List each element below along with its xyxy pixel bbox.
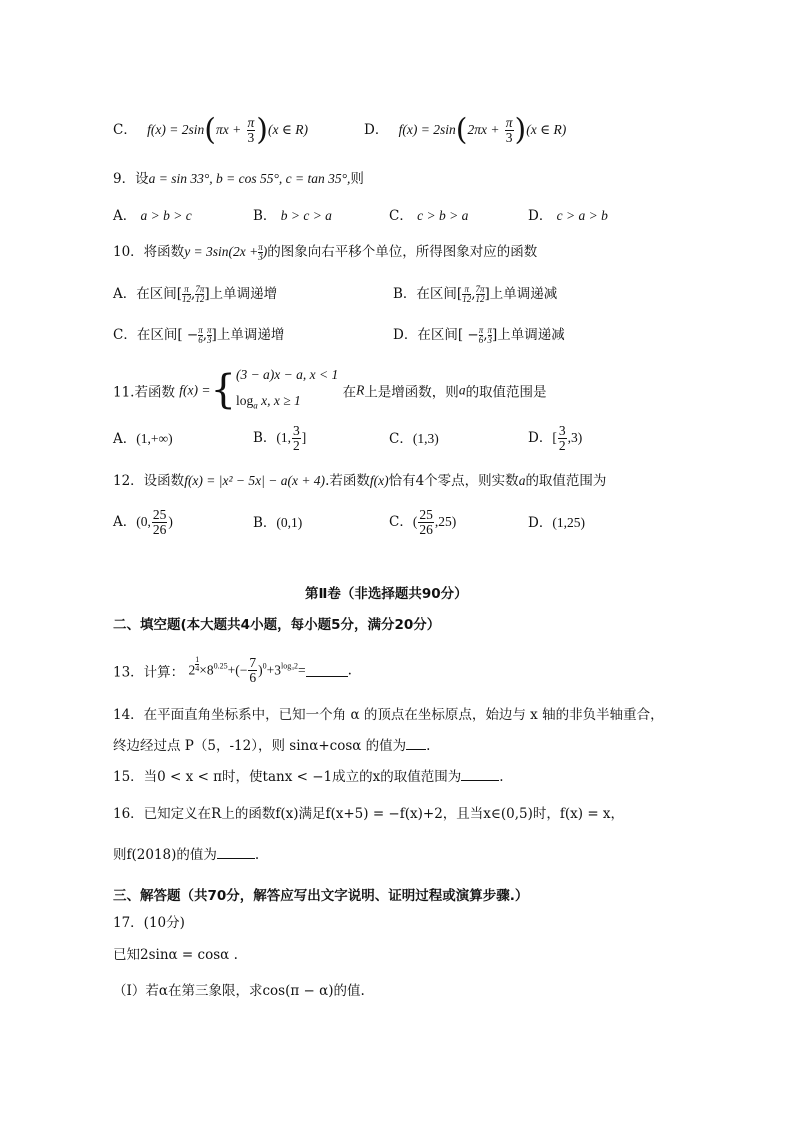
q13-paren: ): [258, 662, 263, 678]
section2-title: 二、填空题(本大题共4小题，每小题5分，满分20分）: [113, 617, 441, 633]
q10-option-d: D．在区间[ − $\frac{\pi}{6}$ , $\frac{\pi}{3}$ ]上单调递减: [393, 325, 565, 345]
q14-line1: 14．在平面直角坐标系中，已知一个角 α 的顶点在坐标原点，始边与 x 轴的非负半轴重合，: [113, 707, 664, 723]
q8-d-inner: 2πx +: [467, 122, 500, 138]
q13-end: .: [347, 662, 352, 679]
q8-c-fraction: $\frac{\pi}{3}$: [247, 115, 255, 146]
q10-stem: [113, 243, 537, 262]
q13-eq: =: [297, 662, 306, 678]
q13-times: ×8: [199, 662, 214, 678]
q8-d-lhs: f(x) = 2sin: [398, 122, 456, 138]
paren-left: (: [204, 112, 216, 148]
q14-line2: [113, 737, 430, 755]
q10-func-fraction: $\frac{\pi}{3}$: [258, 242, 263, 262]
q11-option-c: C．(1,3): [389, 431, 439, 447]
q11-prefix: 11.若函数: [113, 384, 175, 401]
q12-mid2: 恰有4个零点，则实数: [388, 473, 519, 489]
q9-option-d: D． c > a > b: [528, 208, 608, 224]
q11-fx: f(x) =: [179, 382, 211, 398]
q9-stem: [113, 170, 364, 188]
q9-option-b: B． b > c > a: [253, 208, 332, 224]
q9-option-a: A． a > b > c: [113, 208, 192, 224]
q9-prefix: 9．设: [113, 171, 149, 187]
q12-prefix: 12．设函数: [113, 473, 185, 489]
q10-option-b: B．在区间[ $\frac{\pi}{12}$ , $\frac{7\pi}{12}$ ]上单调递减: [393, 284, 558, 304]
q15-text: 15．当0 < x < π时，使tanx < −1成立的x的取值范围为: [113, 769, 462, 785]
q11-option-a: A．(1,+∞): [113, 431, 173, 447]
part2-title: 第Ⅱ卷（非选择题共90分）: [305, 586, 468, 602]
q10-option-a: A．在区间[ $\frac{\pi}{12}$ , $\frac{7\pi}{12}$ ]上单调递增: [113, 284, 278, 304]
q13-exp2: 0.25: [213, 661, 228, 671]
q13-fraction: $\frac{7}{6}$: [249, 655, 257, 686]
q12-option-a: A．(0, $\frac{25}{26}$ ): [113, 507, 173, 538]
section3-title: 三、解答题（共70分，解答应写出文字说明、证明过程或演算步骤.）: [113, 888, 529, 904]
q11-R: R: [356, 382, 365, 398]
q11-case2: log: [235, 393, 254, 408]
q8-option-c: [113, 112, 308, 148]
q13-stem: [113, 656, 352, 685]
q13-exp3: 0: [262, 661, 267, 671]
q9-option-c: C． c > b > a: [389, 208, 469, 224]
q12-option-c: C．( $\frac{25}{26}$ ,25): [389, 507, 457, 538]
q13-exp1: $\frac{1}{4}$: [195, 655, 200, 673]
answer-blank[interactable]: [461, 768, 499, 781]
q11-stem: [113, 362, 547, 419]
q11-case1: (3 − a)x − a, x < 1: [235, 367, 339, 382]
q12-fx2: f(x): [369, 473, 389, 488]
q10-func-close: ): [262, 244, 268, 259]
q11-option-d: D．[ $\frac{3}{2}$ ,3): [528, 423, 583, 454]
q12-var: a: [518, 473, 526, 488]
q8-c-lhs: f(x) = 2sin: [147, 122, 205, 138]
paren-right: ): [256, 112, 268, 148]
q13-base1: 2: [188, 662, 196, 678]
q9-expr: a = sin 33°, b = cos 55°, c = tan 35°,: [148, 171, 351, 186]
q13-plus2: +3: [266, 662, 281, 678]
q12-option-b: B．(0,1): [253, 515, 303, 531]
q11-cases: (3 − a)x − a, x < 1 $\log_a x$, x ≥ 1: [236, 362, 338, 419]
answer-blank[interactable]: [406, 737, 426, 750]
q11-suffix2: 上是增函数，则: [364, 384, 459, 401]
q8-c-domain: (x ∈ R): [268, 122, 308, 138]
q16-end: .: [254, 847, 260, 863]
q11-option-b: B．(1, $\frac{3}{2}$ ]: [253, 423, 307, 454]
q11-a: a: [458, 382, 466, 398]
q14-line2-mid: ，则 sinα+cosα 的值为: [257, 738, 407, 754]
q17-part1: （Ⅰ）若α在第三象限，求cos(π − α)的值.: [113, 983, 365, 999]
q9-suffix: 则: [350, 171, 364, 187]
q13-prefix: 13．计算：: [113, 664, 185, 681]
q17-given: 已知2sinα = cosα .: [113, 947, 238, 963]
q8-option-d: [364, 112, 567, 148]
paren-right: ): [514, 112, 527, 148]
q12-suffix: 的取值范围为: [525, 473, 607, 489]
left-brace: {: [210, 367, 236, 414]
q12-stem: [113, 472, 606, 490]
q10-func: y = 3sin(2x +: [184, 244, 259, 259]
q15-end: .: [499, 769, 504, 785]
q11-suffix3: 的取值范围是: [465, 384, 547, 401]
q13-plus: +(−: [227, 662, 248, 678]
q14-point: P（5，-12）: [184, 738, 258, 754]
q16-line2: [113, 846, 259, 864]
q12-mid: .若函数: [325, 473, 370, 489]
q14-line2-pre: 终边经过点: [113, 738, 185, 754]
q8-d-domain: (x ∈ R): [526, 122, 567, 138]
q11-suffix1: 在: [342, 384, 357, 401]
q8-c-inner: πx +: [215, 122, 242, 138]
q15-stem: [113, 768, 504, 786]
paren-left: (: [455, 112, 468, 148]
q8-d-fraction: $\frac{\pi}{3}$: [505, 115, 513, 146]
option-label: C．: [113, 122, 137, 139]
q16-line2-pre: 则f(2018)的值为: [113, 847, 217, 863]
q10-option-c: C．在区间[ − $\frac{\pi}{6}$ , $\frac{\pi}{3}$ ]上单调递增: [113, 325, 285, 345]
q13-exp4: log₃2: [280, 661, 298, 671]
answer-blank[interactable]: [306, 664, 348, 677]
answer-blank[interactable]: [217, 846, 255, 859]
q17-head: 17．(10分): [113, 915, 185, 931]
q14-end: .: [426, 738, 431, 754]
q12-option-d: D．(1,25): [528, 515, 585, 531]
option-label: D．: [364, 122, 389, 139]
q10-prefix: 10．将函数: [113, 244, 185, 260]
q10-suffix: 的图象向右平移个单位，所得图象对应的函数: [267, 244, 538, 260]
q12-fx: f(x) = |x² − 5x| − a(x + 4): [184, 473, 326, 488]
q16-line1: 16．已知定义在R上的函数f(x)满足f(x+5) = −f(x)+2，且当x∈(0,5)时，f(x) = x，: [113, 806, 625, 822]
